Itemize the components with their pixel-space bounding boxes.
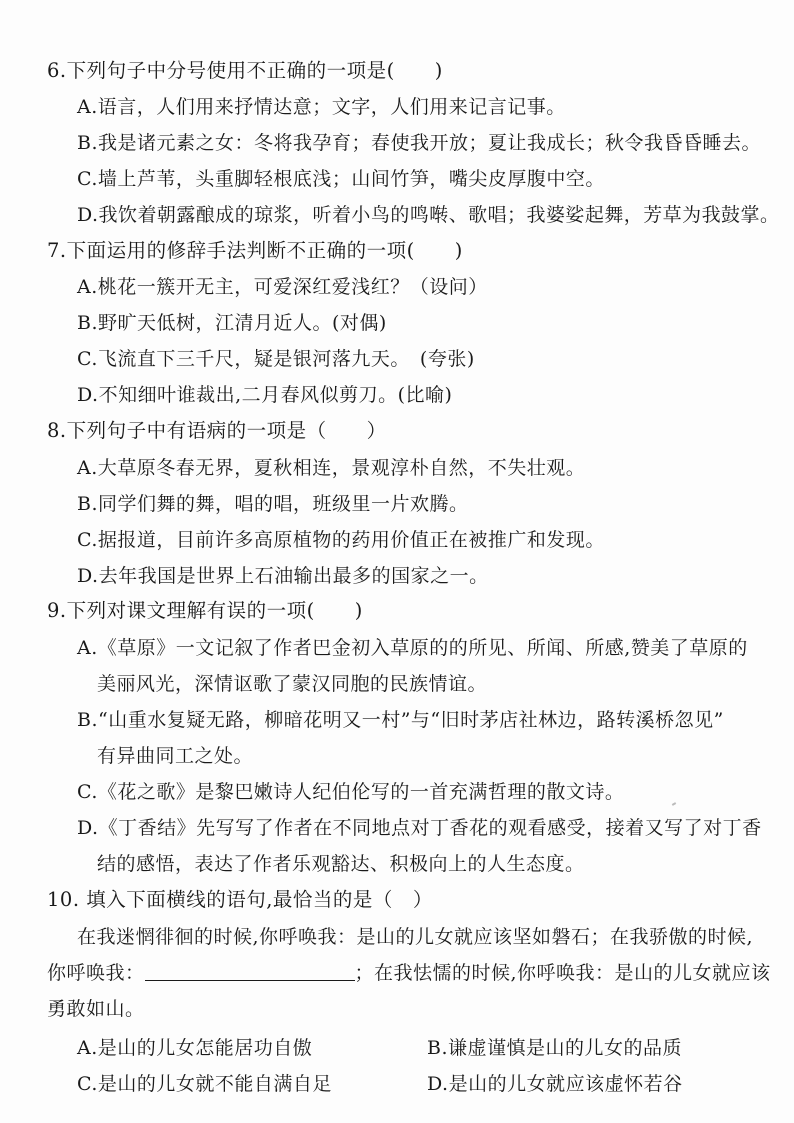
scan-speck — [672, 802, 676, 806]
q6-stem: 6.下列句子中分号使用不正确的一项是( ) — [47, 59, 443, 82]
q7-option-a: A.桃花一簇开无主，可爱深红爱浅红？（设问） — [77, 276, 488, 298]
q8-stem: 8.下列句子中有语病的一项是（ ） — [47, 419, 387, 442]
q10-stem: 10. 填入下面横线的语句,最恰当的是（ ） — [47, 888, 433, 911]
q8-option-c: C.据报道，目前许多高原植物的药用价值正在被推广和发现。 — [77, 529, 605, 551]
q6-option-d: D.我饮着朝露酿成的琼浆，听着小鸟的鸣啭、歌唱；我婆娑起舞，芳草为我鼓掌。 — [77, 204, 780, 226]
q10-passage-line2-before: 你呼唤我： — [47, 962, 145, 984]
q10-passage-line3: 勇敢如山。 — [47, 998, 145, 1020]
q6-option-b: B.我是诸元素之女：冬将我孕育；春使我开放；夏让我成长；秋令我昏昏睡去。 — [77, 132, 762, 154]
q10-option-d: D.是山的儿女就应该虚怀若谷 — [427, 1073, 683, 1095]
q10-passage-line2 — [47, 960, 771, 986]
q7-option-c: C.飞流直下三千尺，疑是银河落九天。 (夸张) — [77, 348, 475, 370]
q9-option-c: C.《花之歌》是黎巴嫩诗人纪伯伦写的一首充满哲理的散文诗。 — [77, 781, 625, 803]
q8-option-a: A.大草原冬春无界，夏秋相连，景观淳朴自然，不失壮观。 — [77, 457, 586, 479]
q8-option-d: D.去年我国是世界上石油输出最多的国家之一。 — [77, 565, 489, 587]
q6-option-a: A.语言，人们用来抒情达意；文字，人们用来记言记事。 — [77, 96, 566, 118]
q9-option-b-line1: B.“山重水复疑无路，柳暗花明又一村”与“旧时茅店社林边，路转溪桥忽见” — [77, 709, 724, 731]
q9-option-a-line1: A.《草原》一文记叙了作者巴金初入草原的的所见、所闻、所感,赞美了草原的 — [77, 637, 748, 659]
q10-passage-line1: 在我迷惘徘徊的时候,你呼唤我：是山的儿女就应该坚如磐石；在我骄傲的时候, — [77, 926, 754, 948]
answer-blank-line[interactable] — [145, 960, 355, 981]
q7-stem: 7.下面运用的修辞手法判断不正确的一项( ) — [47, 239, 463, 262]
q9-stem: 9.下列对课文理解有误的一项( ) — [47, 599, 363, 622]
q7-option-d: D.不知细叶谁裁出,二月春风似剪刀。(比喻) — [77, 384, 453, 406]
q6-option-c: C.墙上芦苇，头重脚轻根底浅；山间竹笋，嘴尖皮厚腹中空。 — [77, 168, 605, 190]
q10-option-b: B.谦虚谨慎是山的儿女的品质 — [427, 1037, 683, 1059]
q9-option-b-line2: 有异曲同工之处。 — [97, 745, 254, 767]
q9-option-d-line1: D.《丁香结》先写写了作者在不同地点对丁香花的观看感受，接着又写了对丁香 — [77, 817, 762, 839]
q9-option-d-line2: 结的感悟，表达了作者乐观豁达、积极向上的人生态度。 — [97, 853, 585, 875]
q10-option-c: C.是山的儿女就不能自满自足 — [77, 1073, 332, 1095]
q7-option-b: B.野旷天低树，江清月近人。(对偶) — [77, 312, 387, 334]
q8-option-b: B.同学们舞的舞，唱的唱，班级里一片欢腾。 — [77, 493, 469, 515]
q10-option-a: A.是山的儿女怎能居功自傲 — [77, 1037, 313, 1059]
q9-option-a-line2: 美丽风光，深情讴歌了蒙汉同胞的民族情谊。 — [97, 673, 488, 695]
q10-passage-line2-after: ；在我怯懦的时候,你呼唤我：是山的儿女就应该 — [354, 962, 771, 984]
